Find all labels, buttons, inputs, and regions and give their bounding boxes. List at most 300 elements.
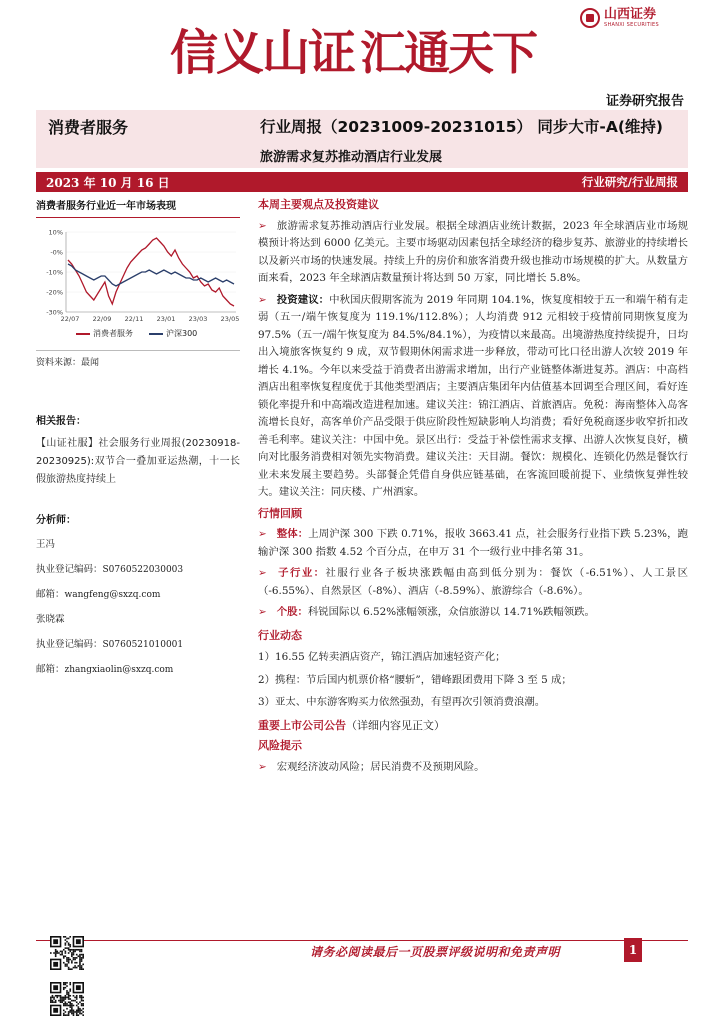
qr-module [81, 957, 83, 959]
qr-module [73, 995, 75, 997]
qr-module [81, 960, 83, 962]
report-title: 行业周报（20231009-20231015） 同步大市-A(维持) [260, 118, 663, 136]
qr-module [69, 990, 71, 992]
qr-module [74, 965, 76, 967]
qr-module [63, 1000, 65, 1002]
qr-module [68, 960, 70, 962]
qr-module [69, 1011, 71, 1013]
qr-module [76, 1005, 78, 1007]
qr-module [66, 941, 68, 943]
qr-module [63, 987, 65, 989]
qr-module [53, 962, 58, 967]
x-tick-label: 22/11 [124, 315, 144, 323]
qr-module [76, 998, 78, 1000]
qr-module [74, 951, 76, 953]
qr-module [81, 1010, 83, 1012]
qr-module [66, 1003, 68, 1005]
legend-swatch-series-1 [149, 333, 163, 335]
legend-swatch-series-0 [76, 333, 90, 335]
sector-name: 消费者服务 [48, 118, 129, 137]
qr-module [61, 951, 63, 953]
report-subtitle: 旅游需求复苏推动酒店行业发展 [260, 150, 443, 165]
qr-module [79, 968, 81, 970]
qr-module [79, 959, 81, 961]
paragraph-text: 旅游需求复苏推动酒店行业发展。根据全球酒店业统计数据，2023 年全球酒店业市场规模预计将达到 6000 亿美元。主要市场驱动因素包括全球经济的稳步复苏、旅游业的持续增长以及新兴市场的快速发展。持续上升的房价和旅客消费升级也推动市场规模的扩大。从数量方面来看，2023 年全球酒店数量预计将达到 50 万家，同比增长 5.8%。 [258, 219, 688, 284]
report-date: 2023 年 10 月 16 日 [46, 176, 170, 190]
qr-module [52, 995, 54, 997]
qr-module [55, 955, 57, 957]
qr-module [65, 995, 67, 997]
qr-module [60, 995, 62, 997]
qr-module [81, 1005, 83, 1007]
review-text: 社服行业各子板块涨跌幅由高到低分别为：餐饮（-6.51%）、人工景区（-6.55%）、自然景区（-8%）、酒店（-8.59%）、旅游综合（-8.6%）。 [258, 567, 689, 597]
bullet-icon: ➢ [258, 567, 267, 579]
qr-module [63, 998, 65, 1000]
qr-module [65, 997, 67, 999]
qr-code-icon [50, 936, 84, 970]
legend-item-series-0 [76, 328, 133, 339]
qr-module [73, 1011, 75, 1013]
series-line-1 [68, 264, 234, 286]
qr-module [66, 990, 68, 992]
qr-module [79, 1001, 81, 1003]
qr-module [74, 1000, 76, 1002]
section-heading-views: 本周主要观点及投资建议 [258, 198, 379, 211]
footer-divider [36, 940, 688, 941]
qr-module [61, 997, 63, 999]
qr-module [81, 1013, 83, 1015]
qr-module [65, 1005, 67, 1007]
chart-legend [76, 328, 197, 339]
qr-module [79, 951, 81, 953]
keyword: 个股： [276, 606, 308, 618]
related-report-link[interactable]: 【山证社服】社会服务行业周报(20230918-20230925):双节合一叠加亚运热潮，十一长假旅游热度持续上 [36, 438, 240, 485]
qr-module [68, 1005, 70, 1007]
qr-module [66, 965, 68, 967]
qr-module [71, 1008, 73, 1010]
review-item [258, 604, 688, 622]
y-tick-label: -30% [46, 308, 63, 317]
qr-module [55, 949, 57, 951]
news-item: 1）16.55 亿转卖酒店资产，锦江酒店加速轻资产化； [258, 651, 506, 663]
qr-module [79, 995, 81, 997]
qr-module [73, 1010, 75, 1012]
qr-module [65, 955, 67, 957]
qr-module [61, 954, 63, 956]
logo-name-en: SHANXI SECURITIES [604, 22, 659, 28]
qr-module [74, 949, 76, 951]
qr-module [65, 987, 67, 989]
qr-module [73, 967, 75, 969]
qr-module [56, 951, 58, 953]
qr-module [76, 1011, 78, 1013]
qr-module [78, 1003, 80, 1005]
qr-module [81, 954, 83, 956]
qr-module [52, 1000, 54, 1002]
qr-module [71, 955, 73, 957]
qr-module [76, 949, 78, 951]
qr-module [63, 1013, 65, 1015]
qr-module [71, 1003, 73, 1005]
qr-module [65, 1011, 67, 1013]
qr-module [58, 995, 60, 997]
qr-module [60, 1001, 62, 1003]
qr-module [61, 998, 63, 1000]
section-heading-risk: 风险提示 [258, 739, 302, 752]
title-bar [36, 110, 688, 168]
qr-module [55, 951, 57, 953]
qr-module [66, 959, 68, 961]
qr-module [69, 988, 71, 990]
qr-module [69, 984, 71, 986]
report-type: 证券研究报告 [605, 94, 684, 109]
qr-module [81, 959, 83, 961]
announcements-title: 重要上市公司公告 [258, 718, 346, 732]
qr-module [68, 949, 70, 951]
qr-module [79, 997, 81, 999]
x-tick-label: 23/03 [188, 315, 208, 323]
qr-module [71, 949, 73, 951]
qr-module [82, 1008, 84, 1010]
qr-module [63, 1005, 65, 1007]
qr-module [69, 982, 71, 984]
qr-module [53, 1008, 58, 1013]
related-reports-heading: 相关报告： [36, 416, 86, 427]
qr-module [65, 964, 67, 966]
qr-module [79, 949, 81, 951]
qr-module [74, 962, 76, 964]
qr-module [78, 1014, 80, 1016]
qr-module [53, 939, 58, 944]
qr-module [81, 995, 83, 997]
qr-module [76, 1001, 78, 1003]
qr-module [81, 997, 83, 999]
legend-item-series-1 [149, 328, 197, 339]
chart-divider [36, 217, 240, 218]
qr-module [82, 955, 84, 957]
qr-module [69, 951, 71, 953]
qr-module [68, 952, 70, 954]
qr-module [81, 1003, 83, 1005]
qr-module [71, 960, 73, 962]
qr-module [56, 997, 58, 999]
qr-module [71, 1000, 73, 1002]
qr-module [82, 964, 84, 966]
qr-module [68, 959, 70, 961]
paragraph-text: 中秋国庆假期客流为 2019 年同期 104.1%，恢复度相较于五一和端午稍有走弱（五一/端午恢复度为 119.1%/112.8%）；人均消费 912 元相较于疫情前同期恢复度为 97.5%（五一/端午恢复度为 84.5%/84.1%），为疫情以来最高。出境游热度持续提升，日均出入境旅客恢复约 9 成，双节假期休闲需求进一步释放，带动可比口径出游人次较 2019 年增长 4.1%。今年以来受益于消费者出游需求增加，出行产业链整体渐进复苏。酒店：中高档酒店出租率恢复程度优于其他类型酒店；主要酒店集团年内估值基本回调至合理区间，看好连锁化率提升和中高端改造进程加速。建议关注：锦江酒店、首旅酒店。免税：海南整体入岛客流增长良好，高客单价产品受限于供应阶段性短缺影响人均消费；看好免税商逐步收窄折扣改善毛利率。建议关注：中国中免。景区出行：受益于补偿性需求支撑、出游人次恢复良好，横向对比服务消费相对领先实物消费。建议关注：天目湖。餐饮：规模化、连锁化仍然是餐饮行业未来发展主要趋势。头部餐企凭借自身供应链基础，在客流回暖前提下、业绩恢复弹性较大。建议关注：同庆楼、广州酒家。 [258, 293, 688, 498]
qr-module [71, 1006, 73, 1008]
qr-module [74, 957, 76, 959]
qr-module [76, 962, 78, 964]
qr-module [50, 998, 52, 1000]
qr-module [52, 1001, 54, 1003]
qr-module [76, 1014, 78, 1016]
keyword: 子行业： [276, 567, 326, 579]
bullet-icon: ➢ [258, 606, 267, 618]
qr-module [63, 1003, 65, 1005]
qr-module [76, 939, 81, 944]
qr-code-icon [50, 982, 84, 1016]
analyst-name: 王冯 [36, 539, 56, 550]
qr-module [81, 951, 83, 953]
right-column [258, 194, 688, 776]
qr-module [65, 1003, 67, 1005]
review-item [258, 565, 688, 600]
qr-module [71, 968, 73, 970]
qr-module [68, 998, 70, 1000]
qr-module [61, 1000, 63, 1002]
bullet-icon: ➢ [258, 219, 267, 232]
chart-title: 消费者服务行业近一年市场表现 [36, 201, 176, 212]
qr-module [81, 998, 83, 1000]
qr-module [68, 938, 70, 940]
qr-module [74, 967, 76, 969]
analyst-heading: 分析师： [36, 515, 76, 526]
qr-module [68, 995, 70, 997]
market-performance-chart [36, 224, 240, 342]
qr-module [53, 985, 58, 990]
keyword: 整体： [276, 528, 309, 540]
qr-module [78, 1008, 80, 1010]
qr-module [68, 993, 70, 995]
analyst-license [36, 564, 240, 576]
qr-module [69, 1006, 71, 1008]
qr-module [68, 942, 70, 944]
qr-module [79, 1008, 81, 1010]
qr-module [68, 1013, 70, 1015]
qr-module [79, 1013, 81, 1015]
company-logo [580, 8, 659, 28]
slogan-part-a: 信义山证 [170, 25, 355, 81]
qr-module [76, 985, 81, 990]
qr-module [79, 967, 81, 969]
qr-module [65, 984, 67, 986]
qr-module [73, 954, 75, 956]
qr-module [65, 944, 67, 946]
qr-module [69, 968, 71, 970]
qr-module [56, 952, 58, 954]
qr-module [63, 962, 65, 964]
email-address[interactable]: wangfeng@sxzq.com [64, 590, 161, 600]
qr-module [58, 1000, 60, 1002]
qr-module [53, 998, 55, 1000]
logo-mark-icon [580, 8, 600, 28]
legend-label-series-0: 消费者服务 [93, 329, 133, 338]
qr-module [71, 1011, 73, 1013]
qr-module [73, 959, 75, 961]
qr-module [69, 1001, 71, 1003]
qr-module [53, 1001, 55, 1003]
qr-module [58, 952, 60, 954]
qr-module [82, 1005, 84, 1007]
email-address[interactable]: zhangxiaolin@sxzq.com [64, 665, 174, 675]
qr-module [55, 995, 57, 997]
qr-module [65, 939, 67, 941]
qr-module [65, 952, 67, 954]
license-label: 执业登记编码： [36, 564, 103, 575]
qr-module [68, 957, 70, 959]
qr-module [63, 936, 65, 938]
slogan-part-b: 汇通天下 [360, 26, 537, 80]
email-label: 邮箱： [36, 589, 65, 600]
qr-module [65, 982, 67, 984]
bullet-icon: ➢ [258, 528, 267, 540]
qr-module [82, 957, 84, 959]
qr-module [63, 984, 65, 986]
email-label: 邮箱： [36, 664, 65, 675]
qr-module [65, 965, 67, 967]
qr-module [68, 944, 70, 946]
news-item: 2）携程：节后国内机票价格“腰斩”，错峰跟团费用下降 3 至 5 成； [258, 673, 572, 686]
keyword: 投资建议： [276, 293, 330, 306]
qr-module [81, 1000, 83, 1002]
qr-module [78, 949, 80, 951]
qr-module [65, 1014, 67, 1016]
qr-module [69, 1010, 71, 1012]
qr-module [66, 964, 68, 966]
qr-module [69, 1005, 71, 1007]
qr-module [66, 993, 68, 995]
qr-module [82, 968, 84, 970]
risk-item [258, 759, 688, 777]
qr-module [79, 957, 81, 959]
qr-module [63, 997, 65, 999]
qr-module [66, 960, 68, 962]
qr-module [76, 1010, 78, 1012]
qr-module [82, 954, 84, 956]
qr-module [65, 947, 67, 949]
logo-name-cn: 山西证券 [604, 7, 657, 22]
qr-module [55, 952, 57, 954]
section-heading-review: 行情回顾 [258, 506, 302, 520]
analyst-email [36, 589, 240, 601]
qr-module [68, 1014, 70, 1016]
qr-module [81, 968, 83, 970]
bullet-icon: ➢ [258, 293, 267, 306]
legend-label-series-1: 沪深300 [166, 329, 198, 338]
qr-module [71, 962, 73, 964]
qr-module [71, 1005, 73, 1007]
analyst-license [36, 639, 240, 651]
qr-module [50, 1000, 52, 1002]
qr-module [63, 955, 65, 957]
footer-disclaimer: 请务必阅读最后一页股票评级说明和免责声明 [310, 945, 561, 959]
qr-module [55, 954, 57, 956]
qr-module [68, 968, 70, 970]
qr-module [78, 1010, 80, 1012]
qr-module [71, 952, 73, 954]
qr-module [76, 995, 78, 997]
qr-module [71, 1010, 73, 1012]
paragraph-investment [258, 292, 688, 502]
qr-module [66, 957, 68, 959]
qr-module [74, 959, 76, 961]
qr-module [60, 997, 62, 999]
qr-module [79, 1011, 81, 1013]
y-tick-label: 10% [48, 228, 63, 237]
qr-module [69, 998, 71, 1000]
qr-module [69, 946, 71, 948]
review-item [258, 526, 688, 561]
qr-module [66, 985, 68, 987]
qr-module [60, 954, 62, 956]
qr-module [55, 1000, 57, 1002]
qr-module [73, 1014, 75, 1016]
qr-module [78, 955, 80, 957]
qr-module [78, 1011, 80, 1013]
qr-module [76, 1013, 78, 1015]
paragraph-industry [258, 218, 688, 288]
qr-module [69, 944, 71, 946]
qr-module [65, 1001, 67, 1003]
license-number: S0760521010001 [102, 640, 184, 650]
qr-module [66, 1008, 68, 1010]
qr-module [55, 1001, 57, 1003]
qr-module [68, 1001, 70, 1003]
section-heading-news: 行业动态 [258, 628, 302, 642]
review-text: 科锐国际以 6.52%涨幅领涨，众信旅游以 14.71%跌幅领跌。 [307, 606, 595, 618]
qr-module [82, 1000, 84, 1002]
qr-module [66, 947, 68, 949]
qr-module [69, 1003, 71, 1005]
qr-module [60, 998, 62, 1000]
qr-module [78, 1006, 80, 1008]
page-number: 1 [624, 938, 642, 962]
qr-module [53, 997, 55, 999]
qr-module [66, 1005, 68, 1007]
x-tick-label: 22/07 [60, 315, 80, 323]
x-tick-label: 22/09 [92, 315, 112, 323]
qr-module [56, 995, 58, 997]
qr-module [82, 1014, 84, 1016]
chart-svg [36, 224, 240, 328]
qr-module [81, 965, 83, 967]
qr-module [76, 954, 78, 956]
qr-module [78, 965, 80, 967]
license-number: S0760522030003 [102, 565, 184, 575]
qr-module [73, 1005, 75, 1007]
qr-module [68, 997, 70, 999]
qr-module [73, 957, 75, 959]
qr-module [52, 997, 54, 999]
qr-module [79, 955, 81, 957]
review-text: 上周沪深 300 下跌 0.71%，报收 3663.41 点，社会服务行业指下跌 5.23%，跑输沪深 300 指数 4.52 个百分点，在申万 31 个一级行业中排名第 31。 [258, 528, 689, 558]
qr-module [79, 1010, 81, 1012]
qr-module [66, 938, 68, 940]
qr-module [73, 952, 75, 954]
analyst-email [36, 664, 240, 676]
left-column [36, 194, 240, 676]
qr-module [79, 965, 81, 967]
date-bar [36, 172, 688, 192]
qr-module [63, 1014, 65, 1016]
report-category: 行业研究/行业周报 [581, 175, 678, 189]
risk-text: 宏观经济波动风险；居民消费不及预期风险。 [276, 760, 485, 773]
qr-module [53, 952, 55, 954]
qr-module [65, 951, 67, 953]
qr-module [76, 967, 78, 969]
qr-module [68, 992, 70, 994]
section-heading-announcements [258, 717, 688, 735]
qr-module [60, 951, 62, 953]
qr-module [63, 982, 65, 984]
y-tick-label: -0% [50, 248, 63, 257]
y-tick-label: -20% [46, 288, 63, 297]
qr-module [61, 1001, 63, 1003]
qr-module [73, 1000, 75, 1002]
qr-module [50, 997, 52, 999]
qr-module [66, 1014, 68, 1016]
